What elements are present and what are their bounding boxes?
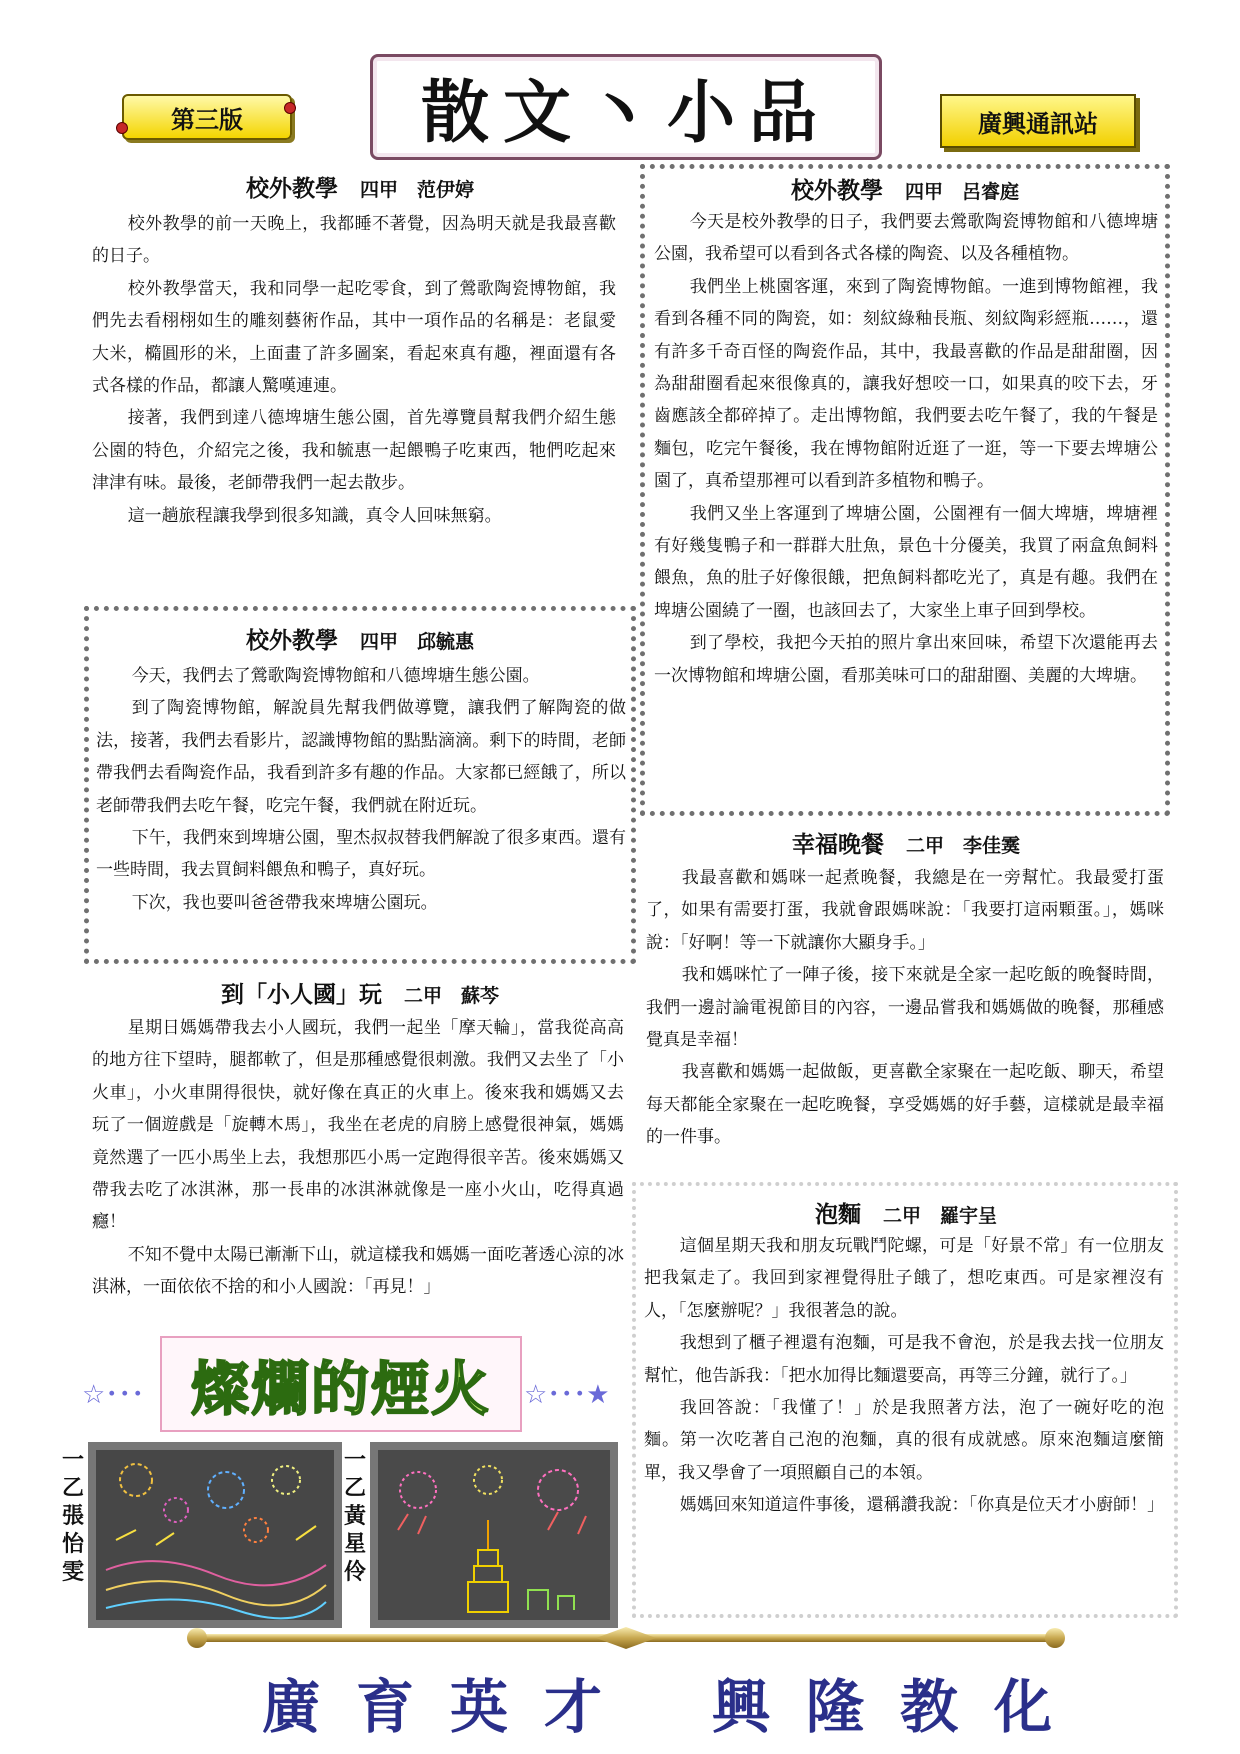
- motto-right: 興隆教化: [712, 1673, 1089, 1741]
- article-title-lo: 泡麵 二甲 羅宇呈: [814, 1202, 997, 1228]
- fireworks-drawing-2: [370, 1442, 618, 1628]
- star-decoration-icon: ☆･･･: [82, 1380, 145, 1410]
- star-decoration-icon: ☆･･･★: [524, 1380, 610, 1410]
- article-body-chiu: 今天，我們去了鶯歌陶瓷博物館和八德埤塘生態公園。 到了陶瓷博物館，解說員先幫我們做導覽，讓我們了解陶瓷的做法，接著，我們去看影片，認識博物館的點點滴滴。剩下的時間，老師帶我們去看陶瓷作品，我看到許多有趣的作品。大家都已經餓了，所以老師帶我們去吃午餐，吃完午餐，我們就在附近玩。 下午，我們來到埤塘公園，聖杰叔叔替我們解說了很多東西。還有一些時間，我去買飼料餵魚和鴨子，真好玩。 下次，我也要叫爸爸帶我來埤塘公園玩。: [96, 666, 626, 913]
- article-title-chiu: 校外教學 四甲 邱毓惠: [245, 628, 474, 654]
- edition-label: 第三版: [171, 105, 243, 134]
- newspaper-title-frame: [370, 54, 882, 160]
- edition-badge: [122, 94, 292, 140]
- publication-badge: [940, 94, 1136, 148]
- article-title-su: 到「小人國」玩 二甲 蘇芩: [220, 982, 499, 1008]
- article-body-lu: 今天是校外教學的日子，我們要去鶯歌陶瓷博物館和八德埤塘公園，我希望可以看到各式各樣的陶瓷、以及各種植物。 我們坐上桃園客運，來到了陶瓷博物館。一進到博物館裡，我看到各種不同的陶瓷，如：刻紋綠釉長瓶、刻紋陶彩經瓶……，還有許多千奇百怪的陶瓷作品，其中，我最喜歡的作品是甜甜圈，因為甜甜圈看起來很像真的，讓我好想咬一口，如果真的咬下去，牙齒應該全都碎掉了。走出博物館，我們要去吃午餐了，我的午餐是麵包，吃完午餐後，我在博物館附近逛了一逛，等一下要去埤塘公園了，真希望那裡可以看到許多植物和鴨子。 我們又坐上客運到了埤塘公園，公園裡有一個大埤塘，埤塘裡有好幾隻鴨子和一群群大肚魚，景色十分優美，我買了兩盒魚飼料餵魚，魚的肚子好像很餓，把魚飼料都吃光了，真是有趣。我們在埤塘公園繞了一圈，也該回去了，大家坐上車子回到學校。 到了學校，我把今天拍的照片拿出來回味，希望下次還能再去一次博物館和埤塘公園，看那美味可口的甜甜圈、美麗的大埤塘。: [654, 212, 1158, 686]
- article-body-li: 我最喜歡和媽咪一起煮晚餐，我總是在一旁幫忙。我最愛打蛋了，如果有需要打蛋，我就會跟媽咪說：「我要打這兩顆蛋。」，媽咪說：「好啊！等一下就讓你大顯身手。」 我和媽咪忙了一陣子後，接下來就是全家一起吃飯的晚餐時間，我們一邊討論電視節目的內容，一邊品嘗我和媽媽做的晚餐，那種感覺真是幸福！ 我喜歡和媽媽一起做飯，更喜歡全家聚在一起吃飯、聊天，希望每天都能全家聚在一起吃晚餐，享受媽媽的好手藝，這樣就是最幸福的一件事。: [646, 868, 1164, 1148]
- publication-name: 廣興通訊站: [978, 109, 1098, 138]
- pin-icon: [116, 122, 128, 134]
- article-title-fan: 校外教學 四甲 范伊婷: [245, 176, 474, 202]
- pin-icon: [284, 102, 296, 114]
- footer-divider: [186, 1627, 1066, 1649]
- article-body-su: 星期日媽媽帶我去小人國玩，我們一起坐「摩天輪」，當我從高高的地方往下望時，腿都軟了，但是那種感覺很刺激。我們又去坐了「小火車」，小火車開得很快，就好像在真正的火車上。後來我和媽媽又去玩了一個遊戲是「旋轉木馬」，我坐在老虎的肩膀上感覺很神氣，媽媽竟然選了一匹小馬坐上去，我想那匹小馬一定跑得很辛苦。後來媽媽又帶我去吃了冰淇淋，那一長串的冰淇淋就像是一座小火山，吃得真過癮！ 不知不覺中太陽已漸漸下山，就這樣我和媽媽一面吃著透心涼的冰淇淋，一面依依不捨的和小人國說：「再見！」: [92, 1018, 624, 1298]
- article-title-lu: 校外教學 四甲 呂睿庭: [790, 178, 1019, 204]
- article-body-lo: 這個星期天我和朋友玩戰鬥陀螺，可是「好景不常」有一位朋友把我氣走了。我回到家裡覺得肚子餓了，想吃東西。可是家裡沒有人，「怎麼辦呢？」我很著急的說。 我想到了櫃子裡還有泡麵，可是我不會泡，於是我去找一位朋友幫忙，他告訴我：「把水加得比麵還要高，再等三分鐘，就行了。」 我回答說：「我懂了！」於是我照著方法，泡了一碗好吃的泡麵。第一次吃著自己泡的泡麵，真的很有成就感。原來泡麵這麼簡單，我又學會了一項照顧自己的本領。 媽媽回來知道這件事後，還稱讚我說：「你真是位天才小廚師！」: [644, 1236, 1165, 1516]
- fireworks-title: 燦爛的煙火: [160, 1336, 522, 1432]
- page-title: 散文丶小品: [420, 73, 831, 153]
- article-title-li: 幸福晚餐 二甲 李佳霙: [791, 832, 1020, 858]
- article-body-fan: 校外教學的前一天晚上，我都睡不著覺，因為明天就是我最喜歡的日子。 校外教學當天，我和同學一起吃零食，到了鶯歌陶瓷博物館，我們先去看栩栩如生的雕刻藝術作品，其中一項作品的名稱是：老鼠愛大米，橢圓形的米，上面畫了許多圖案，看起來真有趣，裡面還有各式各樣的作品，都讓人驚嘆連連。 接著，我們到達八德埤塘生態公園，首先導覽員幫我們介紹生態公園的特色，介紹完之後，我和毓惠一起餵鴨子吃東西，牠們吃起來津津有味。最後，老師帶我們一起去散步。 這一趟旅程讓我學到很多知識，真令人回味無窮。: [92, 214, 616, 526]
- fireworks-drawing-1: [88, 1442, 342, 1628]
- motto-left: 廣育英才: [262, 1673, 639, 1741]
- artist-caption-1: 一乙張怡雯: [61, 1447, 84, 1585]
- artist-caption-2: 一乙黃星伶: [343, 1447, 366, 1585]
